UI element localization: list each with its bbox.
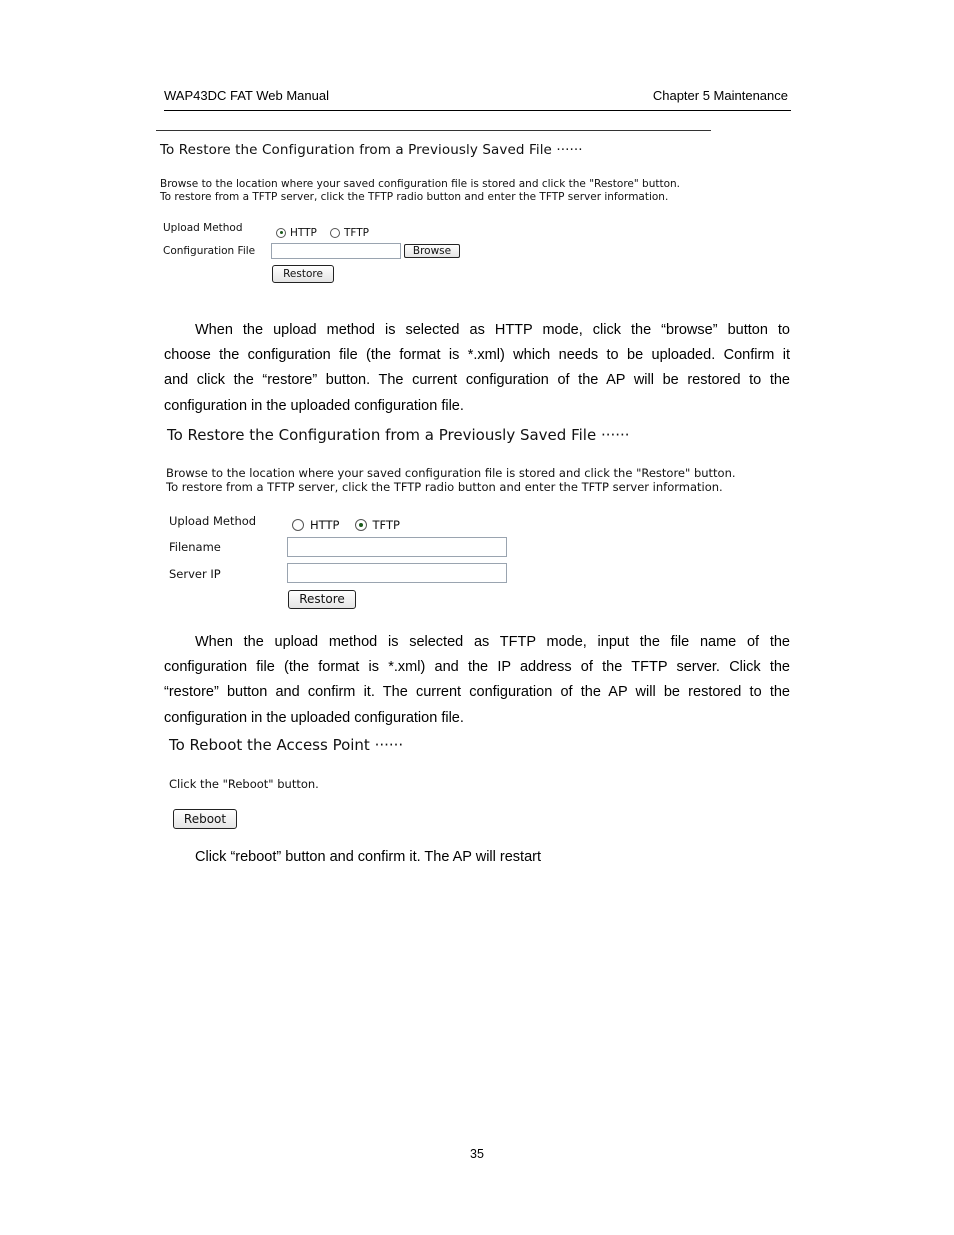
browse-button[interactable]: Browse [404,244,460,258]
section2-title: To Restore the Configuration from a Previously Saved File ······ [167,426,630,444]
section1-http-radio[interactable] [276,228,286,238]
section1-tftp-label: TFTP [343,226,369,239]
section2-filename-input[interactable] [287,537,507,557]
section1-tftp-radio[interactable] [330,228,340,238]
paragraph-line: configuration in the uploaded configuration file. [164,709,464,726]
section2-http-label: HTTP [310,517,340,532]
section2-tftp-radio[interactable] [355,519,367,531]
section1-upload-method-radios [276,222,377,241]
header-rule [164,110,791,111]
tftp-mode-paragraph [164,630,790,731]
section3-title: To Reboot the Access Point ······ [169,736,404,754]
section1-desc-line1: Browse to the location where your saved configuration file is stored and click the "Restore" button. [160,178,681,190]
section2-upload-method-radios [292,514,410,533]
paragraph-line: configuration in the uploaded configuration file. [164,397,464,414]
section2-desc-line2: To restore from a TFTP server, click the TFTP radio button and enter the TFTP server information. [166,480,723,494]
section1-title: To Restore the Configuration from a Previously Saved File ······ [160,142,583,158]
section2-upload-method-label: Upload Method [169,514,257,528]
http-mode-paragraph [164,318,790,419]
paragraph-line: and click the “restore” button. The current configuration of the AP will be restored to the [164,372,790,389]
paragraph-line: configuration file (the format is *.xml) and the IP address of the TFTP server. Click the [164,659,790,676]
section3-desc: Click the "Reboot" button. [169,777,319,791]
section1-http-label: HTTP [290,226,317,239]
section2-http-radio[interactable] [292,519,304,531]
section2-desc-line1: Browse to the location where your saved configuration file is stored and click the "Restore" button. [166,466,736,480]
paragraph-line: When the upload method is selected as TFTP mode, input the file name of the [195,634,790,650]
section2-filename-label: Filename [169,540,221,554]
paragraph-line: choose the configuration file (the format is *.xml) which needs to be uploaded. Confirm it [164,347,790,364]
section1-desc-line2: To restore from a TFTP server, click the TFTP radio button and enter the TFTP server information. [160,191,669,203]
header-chapter: Chapter 5 Maintenance [652,88,788,103]
page-number: 35 [470,1147,484,1161]
section1-config-file-input[interactable] [271,243,401,259]
section1-top-rule [156,130,711,131]
paragraph-line: When the upload method is selected as HTTP mode, click the “browse” button to [195,322,790,338]
reboot-paragraph: Click “reboot” button and confirm it. The AP will restart [195,849,541,865]
section1-config-file-label: Configuration File [163,245,256,257]
section2-restore-button[interactable]: Restore [288,590,356,609]
section2-server-ip-label: Server IP [169,567,221,581]
section2-tftp-label: TFTP [372,517,400,532]
reboot-button[interactable]: Reboot [173,809,237,829]
paragraph-line: “restore” button and confirm it. The current configuration of the AP will be restored to the [164,684,790,701]
header-title: WAP43DC FAT Web Manual [164,88,329,103]
section2-server-ip-input[interactable] [287,563,507,583]
section1-upload-method-label: Upload Method [163,222,243,234]
section1-restore-button[interactable]: Restore [272,265,334,283]
